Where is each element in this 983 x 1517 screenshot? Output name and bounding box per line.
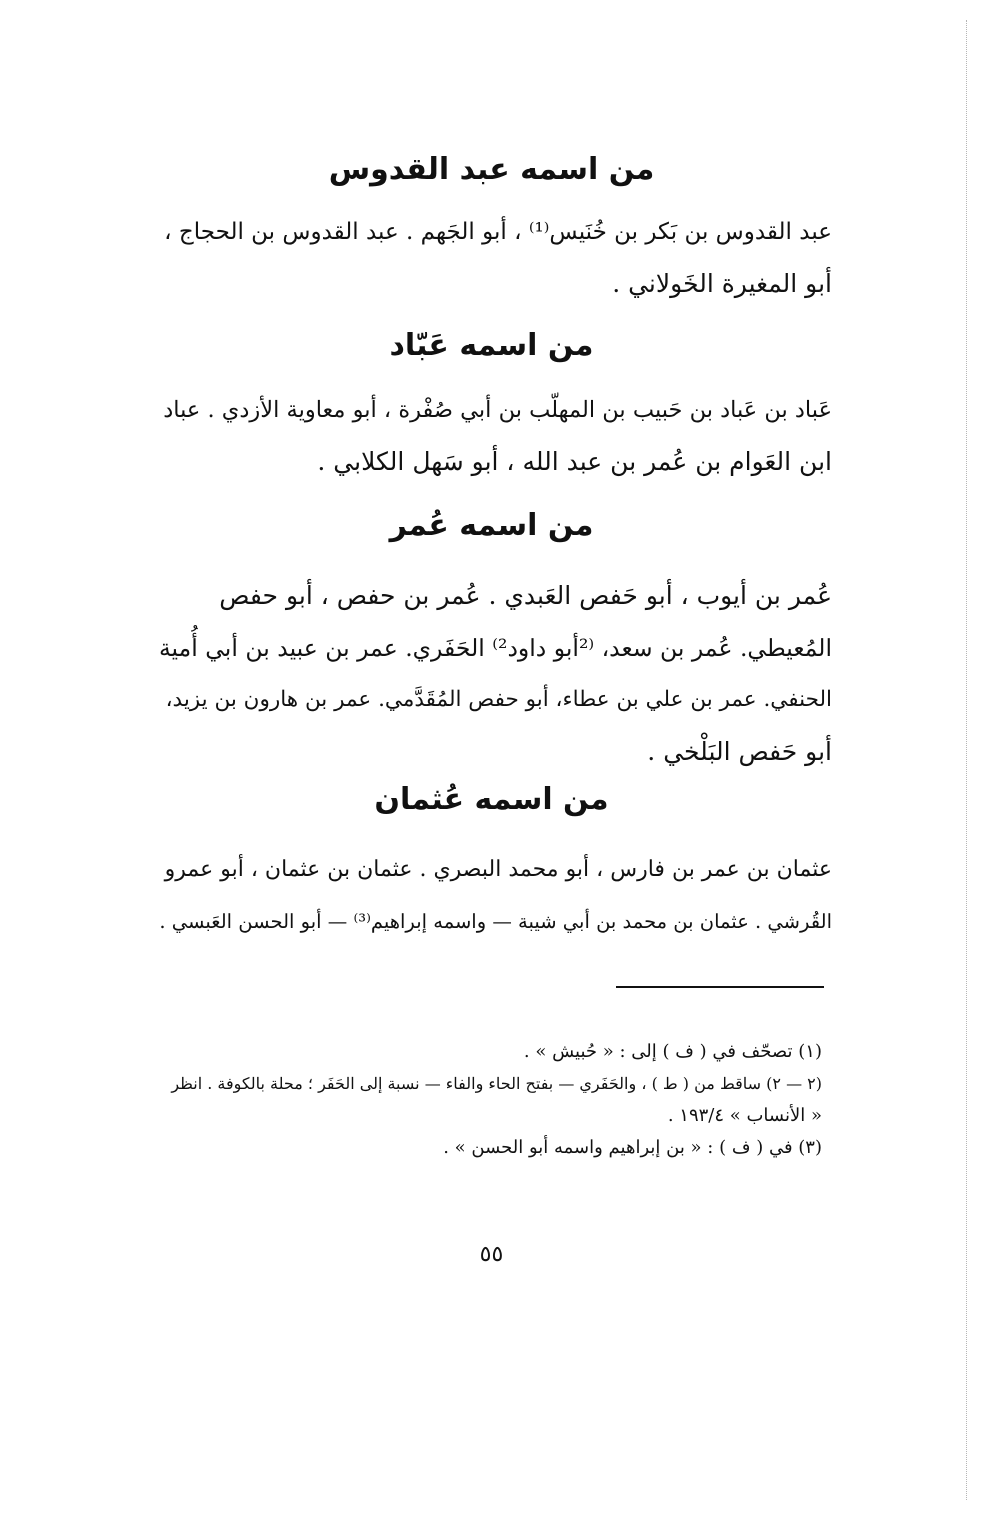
section-title-abbad: من اسمه عَبّاد xyxy=(389,328,594,363)
paragraph-line: أبو المغيرة الخَولاني . xyxy=(612,269,832,298)
section-title-umar: من اسمه عُمر xyxy=(389,508,594,543)
section-title-abd-al-quddus: من اسمه عبد القدوس xyxy=(328,152,655,187)
footnote: (٢ — ٢) ساقط من ( ط ) ، والحَفَري — بفتح الحاء والفاء — نسبة إلى الحَفَر ؛ محلة بالكوفة . انظر xyxy=(171,1074,822,1093)
paragraph-line: ابن العَوام بن عُمر بن عبد الله ، أبو سَهل الكلابي . xyxy=(317,447,832,476)
footnote: (٣) في ( ف ) : « بن إبراهيم واسمه أبو الحسن » . xyxy=(443,1137,822,1158)
paragraph-line: القُرشي . عثمان بن محمد بن أبي شيبة — واسمه إبراهيم⁽³⁾ — أبو الحسن العَبسي . xyxy=(159,910,832,933)
paragraph-line: عثمان بن عمر بن فارس ، أبو محمد البصري . عثمان بن عثمان ، أبو عمرو xyxy=(164,857,832,882)
paragraph-line: عبد القدوس بن بَكر بن خُنَيس⁽¹⁾ ، أبو الجَهم . عبد القدوس بن الحجاج ، xyxy=(164,219,832,245)
footnote: « الأنساب » ١٩٣/٤ . xyxy=(667,1105,822,1126)
paragraph-line: أبو حَفص البَلْخي . xyxy=(647,737,832,766)
footnotes xyxy=(152,1036,822,1164)
paragraph-line: المُعيطي. عُمر بن سعد، ⁽²أبو داود²⁾ الحَفَري. عمر بن عبيد بن أبي أُمية xyxy=(158,634,832,662)
section-title-uthman: من اسمه عُثمان xyxy=(374,782,609,817)
section-paragraph-abd-al-quddus xyxy=(152,206,832,310)
section-paragraph-abbad xyxy=(152,384,832,488)
scan-margin-dots xyxy=(966,20,967,1500)
paragraph-line: عَباد بن عَباد بن حَبيب بن المهلّب بن أبي صُفْرة ، أبو معاوية الأزدي . عباد xyxy=(163,397,832,423)
section-paragraph-umar xyxy=(152,570,832,778)
footnote: (١) تصحّف في ( ف ) إلى : « حُبيش » . xyxy=(523,1041,822,1062)
page-number: ٥٥ xyxy=(479,1242,504,1267)
paragraph-line: الحنفي. عمر بن علي بن عطاء، أبو حفص المُقَدَّمي. عمر بن هارون بن يزيد، xyxy=(165,687,832,712)
paragraph-line: عُمر بن أيوب ، أبو حَفص العَبدي . عُمر بن حفص ، أبو حفص xyxy=(219,581,832,610)
section-paragraph-uthman xyxy=(152,844,832,948)
footnote-separator xyxy=(616,986,824,988)
